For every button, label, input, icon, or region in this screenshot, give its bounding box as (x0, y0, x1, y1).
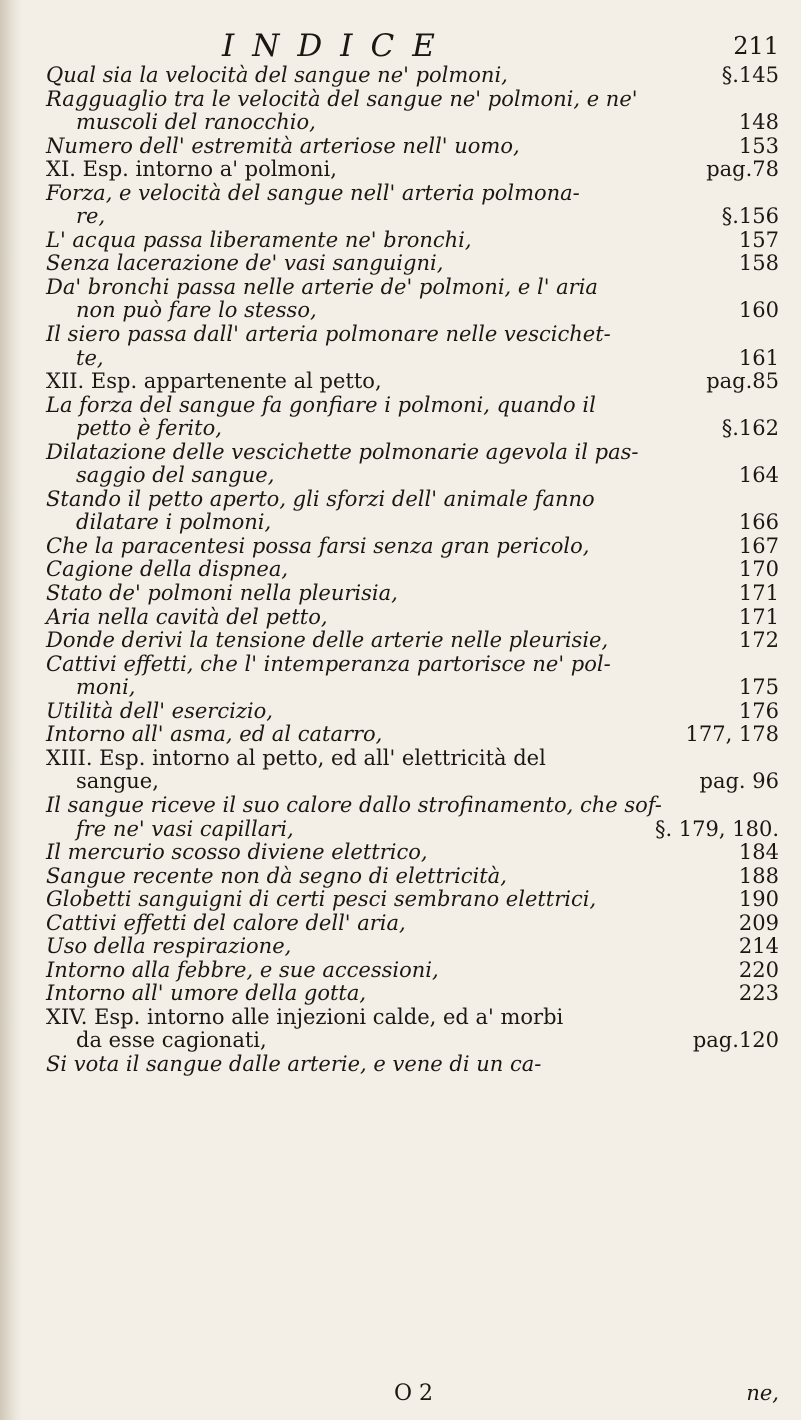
index-entry-line (46, 582, 779, 606)
index-entry-line (46, 252, 779, 276)
entry-page-ref: 153 (738, 133, 779, 158)
entry-text: Il mercurio scosso diviene elettrico, (46, 840, 428, 865)
entry-text: Sangue recente non dà segno di elettricità, (46, 863, 507, 888)
index-entry-line (46, 935, 779, 959)
entry-text: XI. Esp. intorno a' polmoni, (46, 157, 337, 182)
entry-text: XIV. Esp. intorno alle injezioni calde, ed a' morbi (46, 1004, 564, 1029)
entry-text: Il siero passa dall' arteria polmonare nelle vescichet- (46, 322, 611, 347)
index-entry-line (46, 818, 779, 842)
page-header (0, 28, 801, 68)
entry-text: Dilatazione delle vescichette polmonarie agevola il pas- (46, 439, 639, 464)
entry-page-ref: 167 (738, 533, 779, 558)
entry-page-ref: §.162 (721, 416, 779, 441)
catchword: ne, (746, 1381, 779, 1405)
entry-page-ref: 188 (738, 863, 779, 888)
index-entry-line (46, 464, 779, 488)
entry-text: Uso della respirazione, (46, 934, 292, 959)
section-heading-line (46, 370, 779, 394)
index-entry-line (46, 64, 779, 88)
entry-page-ref: 209 (738, 910, 779, 935)
index-entry-line (46, 135, 779, 159)
entry-text: fre ne' vasi capillari, (76, 816, 294, 841)
index-entry-line (46, 347, 779, 371)
index-entry-line (46, 959, 779, 983)
entry-page-ref: 171 (738, 604, 779, 629)
page-number: 211 (733, 32, 779, 60)
index-entry-line (46, 229, 779, 253)
entry-page-ref: 157 (738, 227, 779, 252)
entry-page-ref: pag.78 (706, 157, 779, 182)
entry-text: La forza del sangue fa gonfiare i polmoni, quando il (46, 392, 596, 417)
index-entry-line (46, 394, 779, 418)
entry-page-ref: 164 (738, 463, 779, 488)
entry-text: Donde derivi la tensione delle arterie nelle pleurisie, (46, 628, 609, 653)
index-entry-line (46, 912, 779, 936)
index-entry-line (46, 1053, 779, 1077)
entry-page-ref: 171 (738, 581, 779, 606)
entry-page-ref: 220 (738, 957, 779, 982)
index-entry-line (46, 205, 779, 229)
entry-text: saggio del sangue, (76, 463, 275, 488)
entry-text: Intorno alla febbre, e sue accessioni, (46, 957, 439, 982)
section-heading-line (46, 158, 779, 182)
entry-text: re, (76, 204, 106, 229)
entry-page-ref: 177, 178 (685, 722, 779, 747)
index-entry-line (46, 888, 779, 912)
entry-text: Forza, e velocità del sangue nell' arteria polmona- (46, 180, 580, 205)
entry-page-ref: 170 (738, 557, 779, 582)
entry-text: Stando il petto aperto, gli sforzi dell' animale fanno (46, 486, 595, 511)
index-entry-line (46, 676, 779, 700)
entry-text: Cattivi effetti, che l' intemperanza partorisce ne' pol- (46, 651, 611, 676)
entry-text: Ragguaglio tra le velocità del sangue ne' polmoni, e ne' (46, 86, 638, 111)
index-entry-line (46, 276, 779, 300)
index-entry-line (46, 629, 779, 653)
index-entry-line (46, 841, 779, 865)
entry-text: Intorno all' umore della gotta, (46, 981, 367, 1006)
page-footer (0, 1381, 801, 1411)
entry-page-ref: pag. 96 (699, 769, 779, 794)
entry-text: dilatare i polmoni, (76, 510, 272, 535)
entry-page-ref: 214 (738, 934, 779, 959)
index-entry-line (46, 323, 779, 347)
entry-text: Numero dell' estremità arteriose nell' uomo, (46, 133, 520, 158)
entry-page-ref: 223 (738, 981, 779, 1006)
entry-text: petto è ferito, (76, 416, 222, 441)
entry-page-ref: 175 (738, 675, 779, 700)
entry-text: Utilità dell' esercizio, (46, 698, 273, 723)
entry-text: muscoli del ranocchio, (76, 110, 316, 135)
entry-text: moni, (76, 675, 136, 700)
index-entry-line (46, 88, 779, 112)
entry-text: Senza lacerazione de' vasi sanguigni, (46, 251, 444, 276)
entry-page-ref: 176 (738, 698, 779, 723)
index-entry-line (46, 606, 779, 630)
entry-page-ref: §. 179, 180. (654, 816, 779, 841)
page-spine-shadow (0, 0, 22, 1420)
index-entry-line (46, 535, 779, 559)
index-entry-line (46, 441, 779, 465)
entry-page-ref: pag.85 (706, 369, 779, 394)
index-entry-line (46, 417, 779, 441)
section-heading-line (46, 747, 779, 771)
index-entry-line (46, 982, 779, 1006)
entry-text: Si vota il sangue dalle arterie, e vene di un ca- (46, 1051, 542, 1076)
entry-text: da esse cagionati, (76, 1028, 267, 1053)
entry-page-ref: 158 (738, 251, 779, 276)
entry-text: Stato de' polmoni nella pleurisia, (46, 581, 398, 606)
section-heading-line (46, 1006, 779, 1030)
entry-text: non può fare lo stesso, (76, 298, 317, 323)
index-entry-line (46, 653, 779, 677)
index-entry-line (46, 111, 779, 135)
entry-text: Qual sia la velocità del sangue ne' polmoni, (46, 63, 508, 87)
index-entry-line (46, 794, 779, 818)
entry-text: Intorno all' asma, ed al catarro, (46, 722, 383, 747)
entry-page-ref: 161 (738, 345, 779, 370)
entry-page-ref: 184 (738, 840, 779, 865)
entry-page-ref: 190 (738, 887, 779, 912)
index-entry-line (46, 723, 779, 747)
section-heading-line (46, 1029, 779, 1053)
index-entry-line (46, 865, 779, 889)
entry-text: XII. Esp. appartenente al petto, (46, 369, 382, 394)
index-entry-line (46, 182, 779, 206)
signature-mark: O 2 (394, 1381, 434, 1406)
entry-text: Da' bronchi passa nelle arterie de' polmoni, e l' aria (46, 274, 598, 299)
entry-page-ref: pag.120 (692, 1028, 779, 1053)
index-entry-line (46, 700, 779, 724)
entry-page-ref: 160 (738, 298, 779, 323)
index-entry-line (46, 511, 779, 535)
entry-page-ref: §.156 (721, 204, 779, 229)
entry-page-ref: 166 (738, 510, 779, 535)
entry-page-ref: 172 (738, 628, 779, 653)
entry-text: Il sangue riceve il suo calore dallo strofinamento, che sof- (46, 792, 662, 817)
entry-text: Globetti sanguigni di certi pesci sembrano elettrici, (46, 887, 597, 912)
entry-text: te, (76, 345, 104, 370)
entry-text: XIII. Esp. intorno al petto, ed all' elettricità del (46, 745, 546, 770)
entry-text: Cagione della dispnea, (46, 557, 289, 582)
index-entry-line (46, 558, 779, 582)
entry-text: sangue, (76, 769, 159, 794)
running-title: INDICE (222, 28, 453, 64)
index-entries (46, 64, 779, 1077)
index-entry-line (46, 488, 779, 512)
entry-page-ref: 148 (738, 110, 779, 135)
section-heading-line (46, 770, 779, 794)
entry-text: Cattivi effetti del calore dell' aria, (46, 910, 406, 935)
entry-text: L' acqua passa liberamente ne' bronchi, (46, 227, 472, 252)
entry-page-ref: §.145 (721, 63, 779, 87)
index-entry-line (46, 299, 779, 323)
entry-text: Che la paracentesi possa farsi senza gran pericolo, (46, 533, 590, 558)
entry-text: Aria nella cavità del petto, (46, 604, 328, 629)
